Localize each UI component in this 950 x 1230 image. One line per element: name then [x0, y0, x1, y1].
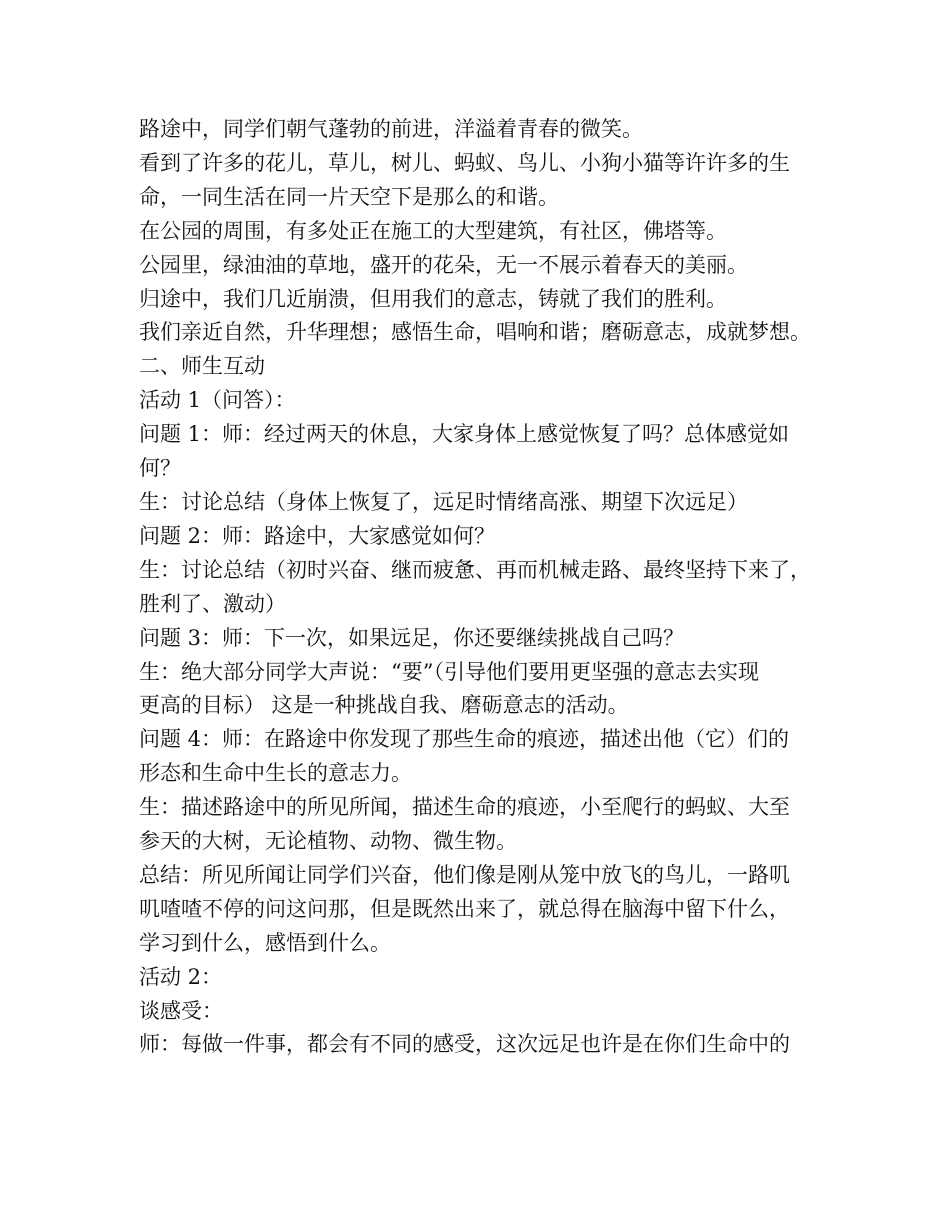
paragraph: [139, 418, 839, 486]
text-line: 生：讨论总结（身体上恢复了，远足时情绪高涨、期望下次远足）: [139, 489, 748, 514]
section-heading: [139, 350, 839, 384]
document-body: [139, 113, 839, 1062]
text-line: 公园里，绿油油的草地，盛开的花朵，无一不展示着春天的美丽。: [139, 252, 748, 277]
paragraph: [139, 723, 839, 791]
text-line: 生：讨论总结（初时兴奋、继而疲惫、再而机械走路、最终坚持下来了，: [139, 557, 811, 582]
text-line: 总结：所见所闻让同学们兴奋，他们像是刚从笼中放飞的鸟儿，一路叽: [139, 862, 790, 887]
text-line: 我们亲近自然，升华理想；感悟生命，唱响和谐；磨砺意志，成就梦想。: [139, 320, 811, 345]
paragraph: [139, 520, 839, 554]
paragraph: [139, 1028, 839, 1062]
text-line: 活动 2：: [139, 964, 223, 989]
paragraph: [139, 622, 839, 656]
paragraph: [139, 995, 839, 1029]
text-line: 参天的大树，无论植物、动物、微生物。: [139, 829, 517, 854]
paragraph: [139, 554, 839, 622]
paragraph: [139, 147, 839, 215]
text-line: 活动 1（问答）：: [139, 388, 296, 413]
text-line: 命，一同生活在同一片天空下是那么的和谐。: [139, 184, 559, 209]
text-line: 路途中，同学们朝气蓬勃的前进，洋溢着青春的微笑。: [139, 117, 643, 141]
text-line: 问题 4：师：在路途中你发现了那些生命的痕迹，描述出他（它）们的: [139, 727, 790, 752]
text-line: 更高的目标） 这是一种挑战自我、磨砺意志的活动。: [139, 693, 629, 718]
text-line: 归途中，我们几近崩溃，但用我们的意志，铸就了我们的胜利。: [139, 286, 727, 311]
text-line: 问题 1：师：经过两天的休息，大家身体上感觉恢复了吗？总体感觉如: [139, 422, 790, 447]
text-line: 何？: [139, 456, 181, 481]
text-line: 师：每做一件事，都会有不同的感受，这次远足也许是在你们生命中的: [139, 1032, 790, 1057]
text-line: 生：绝大部分同学大声说：“要”（引导他们要用更坚强的意志去实现: [139, 659, 759, 684]
text-line: 在公园的周围，有多处正在施工的大型建筑，有社区，佛塔等。: [139, 218, 727, 243]
paragraph: [139, 283, 839, 317]
paragraph: [139, 249, 839, 283]
paragraph: [139, 656, 839, 724]
text-line: 生：描述路途中的所见所闻，描述生命的痕迹，小至爬行的蚂蚁、大至: [139, 795, 790, 820]
paragraph: [139, 215, 839, 249]
activity-heading: [139, 961, 839, 995]
paragraph: [139, 791, 839, 859]
text-line: 谈感受：: [139, 998, 223, 1023]
text-line: 形态和生命中生长的意志力。: [139, 761, 412, 786]
paragraph: [139, 486, 839, 520]
text-line: 问题 2：师：路途中，大家感觉如何？: [139, 523, 496, 548]
text-line: 二、师生互动: [139, 354, 265, 379]
text-line: 叽喳喳不停的问这问那，但是既然出来了，就总得在脑海中留下什么，: [139, 896, 790, 921]
text-line: 问题 3：师：下一次，如果远足，你还要继续挑战自己吗？: [139, 625, 685, 650]
activity-heading: [139, 384, 839, 418]
paragraph: [139, 859, 839, 961]
paragraph: [139, 316, 839, 350]
text-line: 看到了许多的花儿，草儿，树儿、蚂蚁、鸟儿、小狗小猫等许许多的生: [139, 150, 790, 175]
text-line: 胜利了、激动）: [139, 591, 286, 616]
paragraph: [139, 113, 839, 147]
text-line: 学习到什么，感悟到什么。: [139, 930, 391, 955]
